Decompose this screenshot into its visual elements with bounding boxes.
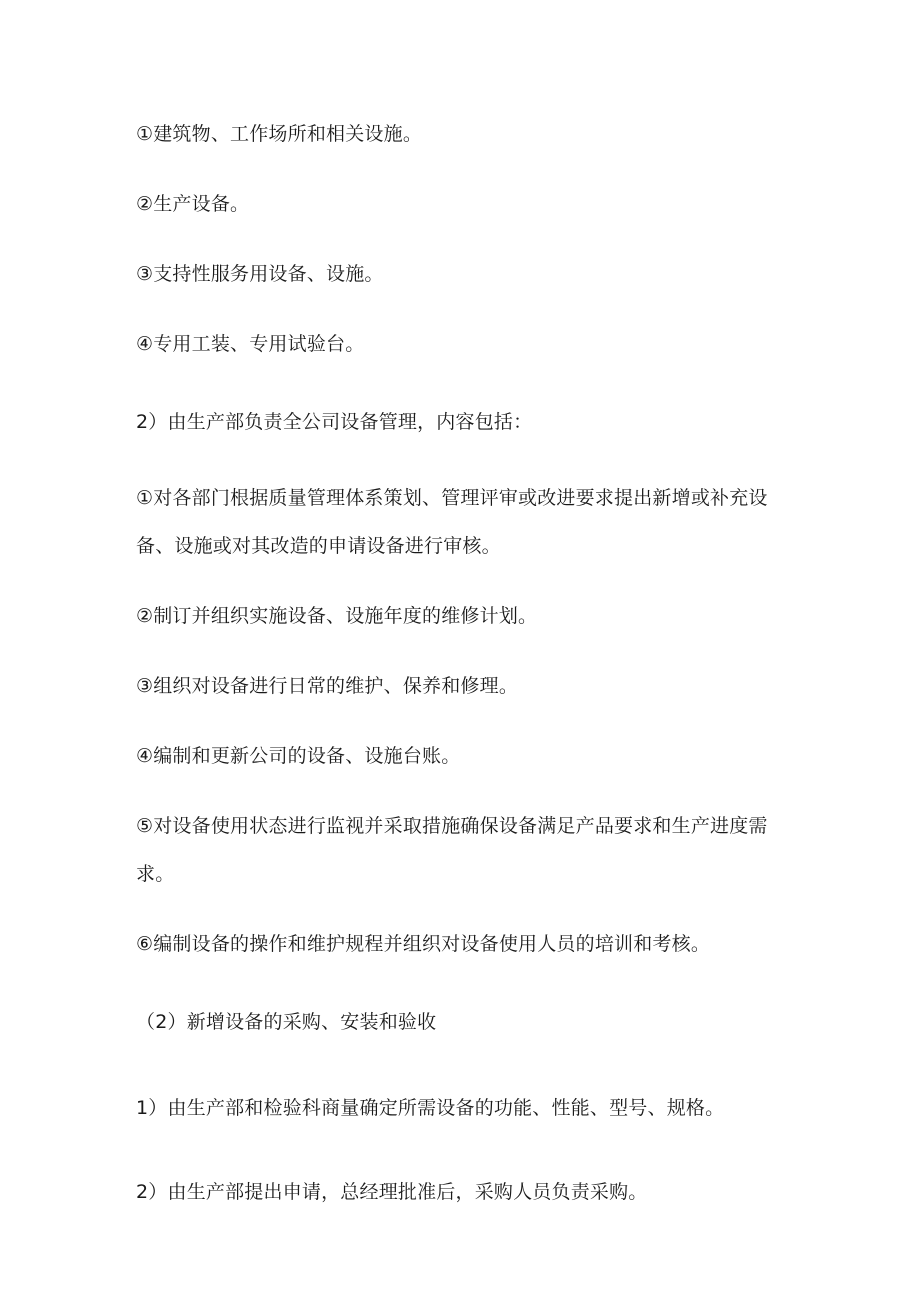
- paragraph-3: ③支持性服务用设备、设施。: [136, 263, 384, 285]
- paragraph-1: ①建筑物、工作场所和相关设施。: [136, 123, 423, 145]
- paragraph-11: ⑥编制设备的操作和维护规程并组织对设备使用人员的培训和考核。: [136, 933, 711, 955]
- paragraph-5: 2）由生产部负责全公司设备管理，内容包括：: [136, 411, 533, 433]
- paragraph-2: ②生产设备。: [136, 193, 250, 215]
- paragraph-8: ③组织对设备进行日常的维护、保养和修理。: [136, 675, 519, 697]
- paragraph-6: ①对各部门根据质量管理体系策划、管理评审或改进要求提出新增或补充设备、设施或对其改造的申请设备进行审核。: [136, 487, 768, 557]
- paragraph-7: ②制订并组织实施设备、设施年度的维修计划。: [136, 605, 538, 627]
- paragraph-9: ④编制和更新公司的设备、设施台账。: [136, 745, 461, 767]
- section-heading: （2）新增设备的采购、安装和验收: [136, 1011, 437, 1033]
- paragraph-10: ⑤对设备使用状态进行监视并采取措施确保设备满足产品要求和生产进度需求。: [136, 815, 768, 885]
- paragraph-13: 2）由生产部提出申请，总经理批准后，采购人员负责采购。: [136, 1181, 648, 1203]
- paragraph-4: ④专用工装、专用试验台。: [136, 333, 365, 355]
- paragraph-12: 1）由生产部和检验科商量确定所需设备的功能、性能、型号、规格。: [136, 1097, 725, 1119]
